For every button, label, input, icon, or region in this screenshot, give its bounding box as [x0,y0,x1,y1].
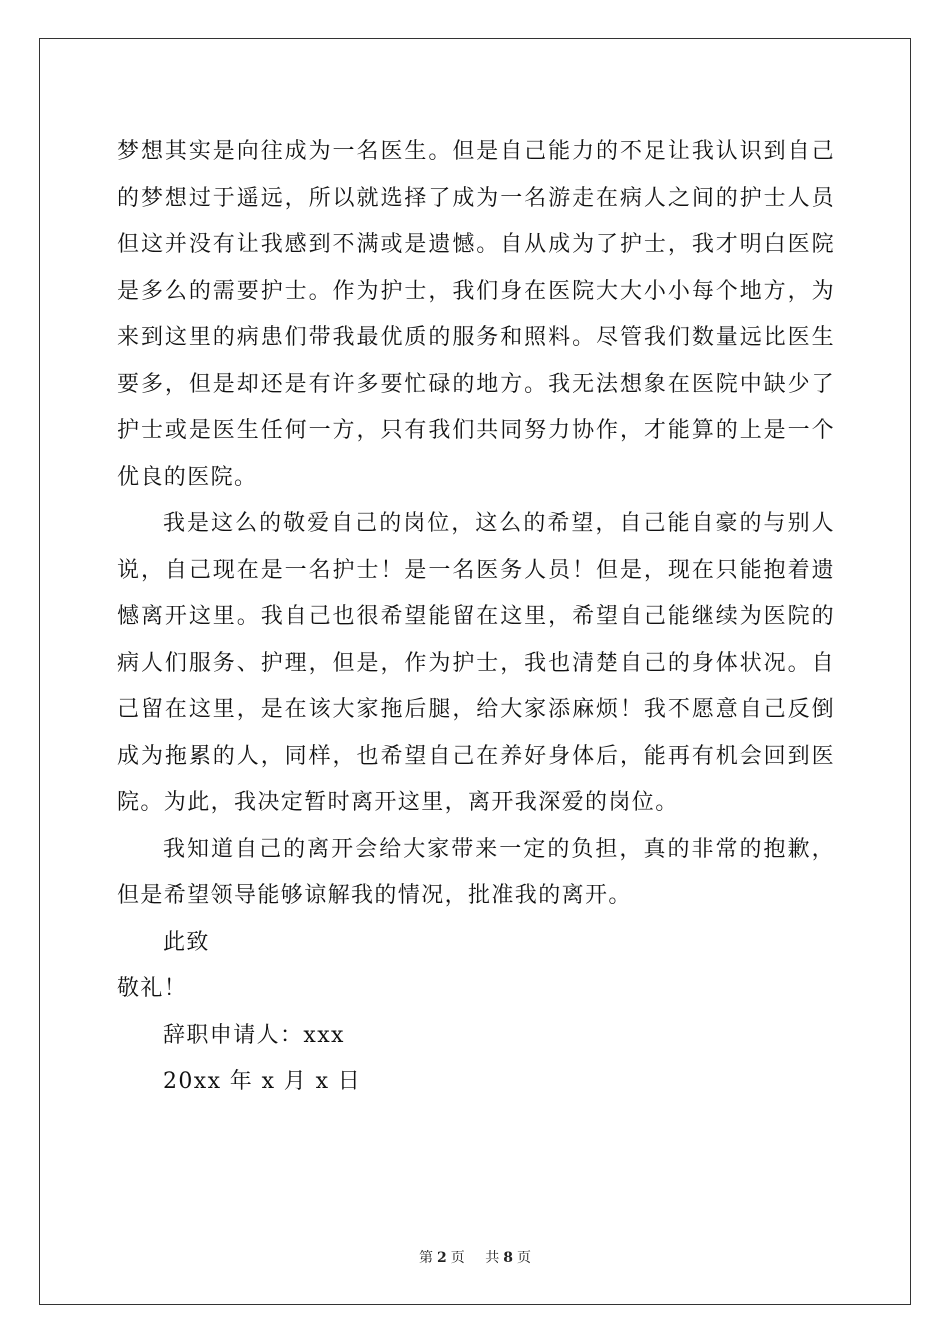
page-total: 共 8 页 [485,1250,531,1266]
closing-respect: 敬礼！ [117,976,188,1001]
signature-line: 辞职申请人：xxx [163,1022,345,1048]
closing-salutation: 此致 [163,929,210,955]
paragraph-1: 梦想其实是向往成为一名医生。但是自己能力的不足让我认识到自己的梦想过于遥远，所以就选择了成为一名游走在病人之间的护士人员但这并没有让我感到不满或是遗憾。自从成为了护士，我才明白医院是多么的需要护士。作为护士，我们身在医院大大小小每个地方，为来到这里的病患们带我最优质的服务和照料。尽管我们数量远比医生要多，但是却还是有许多要忙碌的地方。我无法想象在医院中缺少了护士或是医生任何一方，只有我们共同努力协作，才能算的上是一个优良的医院。 [117,139,835,490]
date-line: 20xx 年 x 月 x 日 [163,1069,362,1094]
page-number: 第 2 页 [419,1250,465,1266]
paragraph-3: 我知道自己的离开会给大家带来一定的负担，真的非常的抱歉，但是希望领导能够谅解我的情况，批准我的离开。 [117,836,835,908]
paragraph-2: 我是这么的敬爱自己的岗位，这么的希望，自己能自豪的与别人说，自己现在是一名护士！是一名医务人员！但是，现在只能抱着遗憾离开这里。我自己也很希望能留在这里，希望自己能继续为医院的病人们服务、护理，但是，作为护士，我也清楚自己的身体状况。自己留在这里，是在该大家拖后腿，给大家添麻烦！我不愿意自己反倒成为拖累的人，同样，也希望自己在养好身体后，能再有机会回到医院。为此，我决定暂时离开这里，离开我深爱的岗位。 [117,511,835,815]
letter-body [117,129,835,1106]
page-footer [0,1247,950,1267]
